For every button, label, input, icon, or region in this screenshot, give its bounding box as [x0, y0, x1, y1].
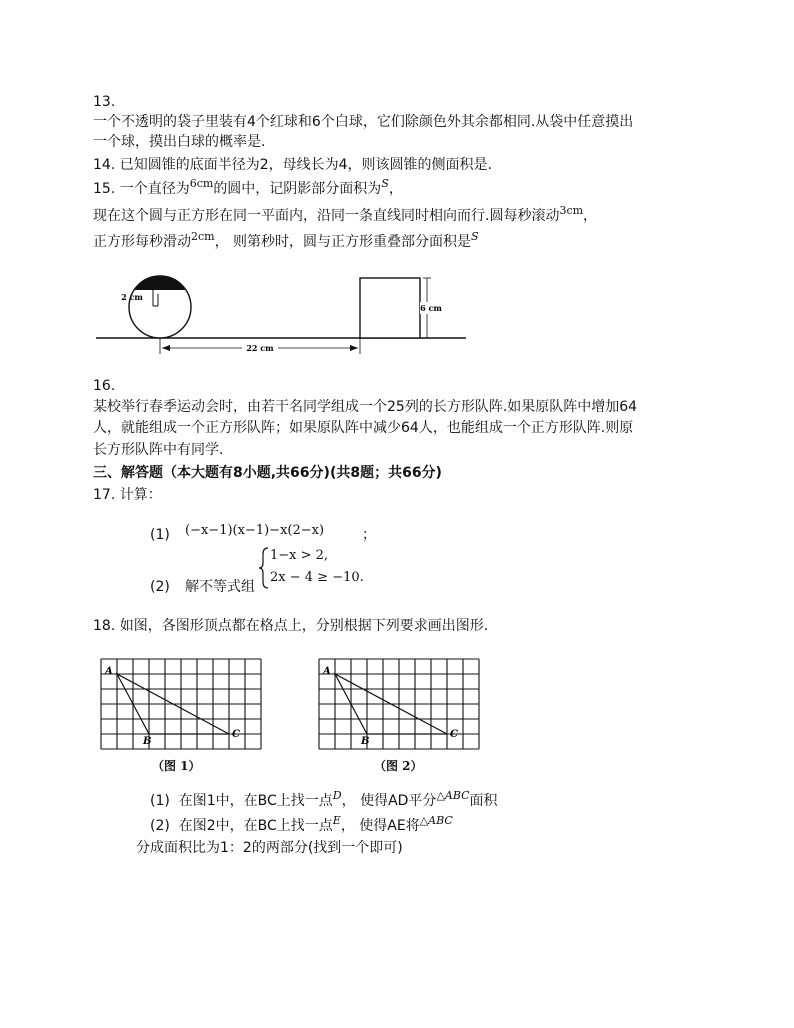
q18-triangle-abc-1: △ABC [436, 789, 470, 802]
shaded-segment [134, 276, 186, 290]
q17-title: 17. 计算： [93, 487, 162, 503]
q15-roll-speed: 3cm [559, 204, 584, 217]
q15-text-a: 15. 一个直径为 [93, 181, 190, 197]
q15-text-d: 现在这个圆与正方形在同一平面内，沿同一条直线同时相向而行.圆每秒滚动 [93, 208, 560, 224]
q15-diameter: 6cm [189, 177, 214, 190]
q15-text-f: 正方形每秒滑动 [93, 234, 191, 250]
q15-line-1 [93, 179, 403, 200]
vertex-b-label-2: B [361, 736, 370, 747]
q14-text: 14. 已知圆锥的底面半径为2，母线长为4，则该圆锥的侧面积是. [93, 157, 492, 173]
q13-line-1: 一个不透明的袋子里装有4个红球和6个白球，它们除颜色外其余都相同.从袋中任意摸出 [93, 114, 634, 130]
vertex-a-label-2: A [323, 666, 331, 677]
vertex-c-label: C [232, 729, 240, 740]
vertex-a-label: A [105, 666, 113, 677]
distance-arrow-left [162, 345, 170, 351]
q18-point-d: D [332, 789, 342, 802]
q15-figure [90, 262, 470, 362]
q17-part1-number: (1) [150, 527, 170, 543]
q18-figure-2 [314, 655, 484, 751]
q16-line-2: 人，就能组成一个正方形队阵；如果原队阵中减少64人，也能组成一个正方形队阵.则原 [93, 420, 634, 436]
q18-title: 18. 如图，各图形顶点都在格点上，分别根据下列要求画出图形. [93, 618, 489, 634]
section-3-title: 三、解答题（本大题有8小题,共66分)(共8题；共66分) [93, 465, 442, 481]
distance-arrow-right [350, 345, 358, 351]
q15-line-3 [93, 232, 479, 253]
q18-point-e: E [332, 814, 341, 827]
q15-slide-speed: 2cm [191, 230, 215, 243]
q18-triangle-abc-2: △ABC [419, 814, 453, 827]
q18-part2-number: (2) [150, 818, 170, 834]
q15-text-e: ， [583, 208, 598, 224]
q16-line-3: 长方形队阵中有同学. [93, 442, 224, 458]
q18-part1-text-c: 面积 [469, 793, 498, 809]
inequality-brace [258, 546, 270, 590]
height-label: 6 cm [420, 303, 442, 313]
q18-part-1 [150, 791, 498, 812]
distance-label: 22 cm [246, 343, 274, 353]
q15-line-2 [93, 206, 597, 227]
q15-var-s: S [381, 177, 389, 190]
q18-part-2 [150, 816, 453, 837]
q16-number: 16. [93, 378, 116, 394]
q17-part2-number: (2) [150, 579, 170, 595]
q15-text-c: ， [388, 181, 403, 197]
q17-part2-text: 解不等式组 [185, 579, 255, 595]
q18-part2-text-a: 在图2中，在BC上找一点 [178, 818, 333, 834]
q16-line-1: 某校举行春季运动会时，由若干名同学组成一个25列的长方形队阵.如果原队阵中增加64 [93, 399, 638, 415]
q15-var-s-2: S [471, 230, 479, 243]
q17-inequality-1: 1−x > 2, [270, 548, 329, 563]
q18-part1-text-a: 在图1中，在BC上找一点 [178, 793, 333, 809]
vertex-b-label: B [143, 736, 152, 747]
q13-number: 13. [93, 94, 116, 110]
q18-figure-1 [96, 655, 266, 751]
q15-text-g: ， 则第秒时，圆与正方形重叠部分面积是 [214, 234, 472, 250]
q18-part2-text-b: ， 使得AE将 [340, 818, 420, 834]
figure-2-caption: （图 2） [374, 759, 423, 773]
q17-part1-end: ； [362, 527, 376, 543]
sliding-square [360, 278, 420, 338]
q18-part2-line-2: 分成面积比为1：2的两部分(找到一个即可) [136, 840, 403, 856]
q18-part1-text-b: ， 使得AD平分 [341, 793, 437, 809]
q17-inequality-2: 2x − 4 ≥ −10. [270, 570, 364, 585]
vertex-c-label-2: C [450, 729, 458, 740]
q13-line-2: 一个球，摸出白球的概率是. [93, 134, 266, 150]
q17-part1-expression: (−x−1)(x−1)−x(2−x) [185, 523, 325, 538]
figure-1-caption: （图 1） [152, 759, 201, 773]
chord-label: 2 cm [121, 292, 143, 302]
q18-part1-number: (1) [150, 793, 170, 809]
q15-text-b: 的圆中，记阴影部分面积为 [213, 181, 382, 197]
